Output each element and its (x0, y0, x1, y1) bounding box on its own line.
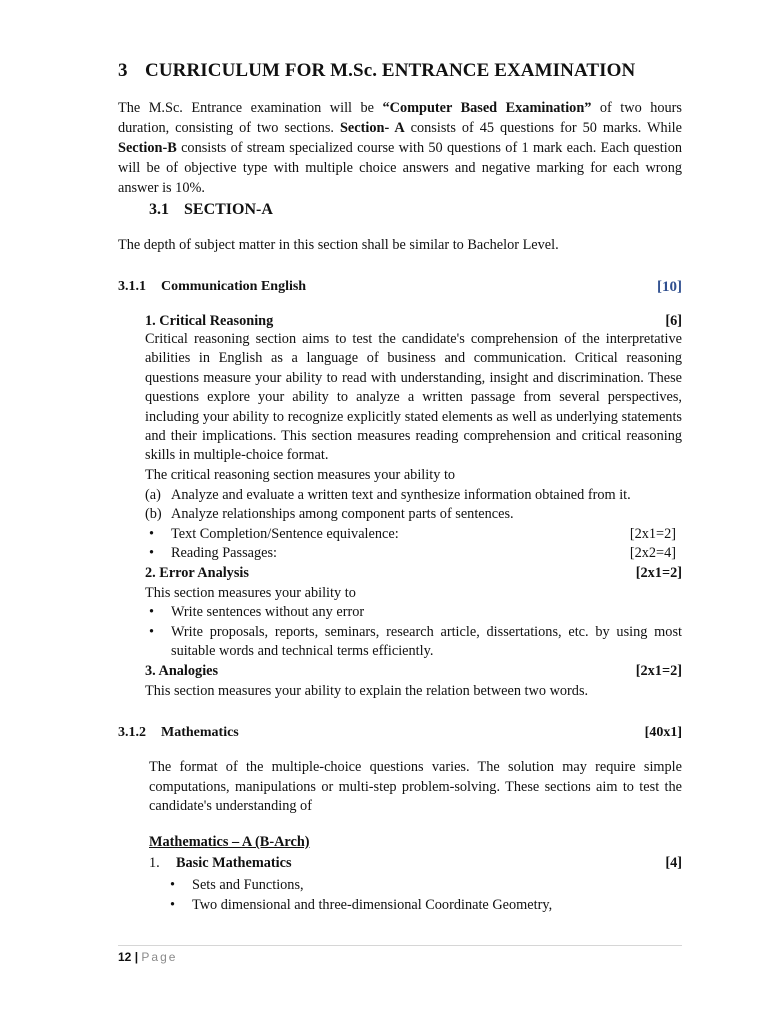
mathematics-heading (118, 725, 682, 741)
item-marker: (a) (145, 486, 161, 503)
list-item (170, 875, 680, 895)
mathematics-number: 3.1.2 (118, 725, 146, 740)
item-row (171, 525, 682, 545)
error-measures-text: This section measures your ability to (145, 584, 356, 601)
depth-text: The depth of subject matter in this section shall be similar to Bachelor Level. (118, 237, 559, 253)
bullet-icon: • (170, 877, 176, 893)
error-analysis-heading (145, 564, 682, 584)
item-text: Reading Passages: (171, 545, 278, 562)
bullet-icon: • (149, 525, 155, 542)
item-text: Analyze relationships among component parts of sentences. (171, 506, 514, 523)
item-marker: (b) (145, 506, 162, 523)
critical-reasoning-list (145, 466, 682, 701)
critical-reasoning-title: 1. Critical Reasoning (145, 313, 274, 329)
footer-divider (118, 945, 682, 946)
critical-measures-text: The critical reasoning section measures your ability to (145, 467, 456, 483)
critical-reasoning-block (145, 313, 682, 466)
mathematics-marks: [40x1] (644, 725, 682, 740)
intro-text-1: The M.Sc. Entrance examination will be (118, 100, 383, 116)
communication-english-marks: [10] (657, 279, 682, 295)
list-item (145, 623, 682, 662)
critical-reasoning-heading (145, 313, 682, 330)
item-marks: [2x1=2] (629, 525, 676, 542)
item-text: Analyze and evaluate a written text and synthesize information obtained from it. (171, 486, 631, 503)
chapter-title: CURRICULUM FOR M.Sc. ENTRANCE EXAMINATION (145, 60, 636, 81)
basic-mathematics-number: 1. (149, 855, 160, 871)
intro-paragraph (118, 98, 682, 198)
item-text: Write sentences without any error (171, 604, 365, 621)
footer-separator: | (134, 950, 139, 964)
list-item (145, 544, 682, 564)
item-text: Sets and Functions, (192, 877, 304, 893)
list-item (145, 525, 682, 545)
item-text: Write proposals, reports, seminars, research article, dissertations, etc. by using most suitable words and technical terms efficiently. (171, 623, 682, 660)
analogies-text: This section measures your ability to explain the relation between two words. (145, 682, 589, 699)
page-footer (118, 950, 177, 964)
analogies-marks: [2x1=2] (635, 662, 682, 679)
page-number: 12 (118, 950, 132, 964)
list-item (170, 895, 680, 915)
section-a-title: SECTION-A (184, 201, 273, 218)
intro-bold-2: Section- A (339, 120, 405, 136)
section-a-heading (149, 201, 273, 219)
intro-text-2: of two hours duration, consisting of two sections. (118, 100, 682, 136)
basic-mathematics-marks: [4] (665, 855, 682, 871)
list-item (145, 505, 682, 525)
bullet-icon: • (170, 897, 176, 913)
communication-english-title: Communication English (161, 279, 307, 294)
mathematics-intro: The format of the multiple-choice questions varies. The solution may require simple computations, manipulations or multi-step problem-solving. These sections aim to test the candidate's understanding of (149, 759, 682, 815)
bullet-icon: • (149, 545, 155, 562)
bullet-icon: • (149, 604, 155, 621)
error-analysis-marks: [2x1=2] (635, 564, 682, 581)
analogies-heading (145, 662, 682, 682)
section-a-number: 3.1 (149, 201, 169, 218)
intro-bold-3: Section-B (118, 140, 177, 156)
item-row (171, 544, 682, 564)
item-text: Two dimensional and three-dimensional Coordinate Geometry, (192, 897, 553, 913)
item-marks: [2x2=4] (629, 545, 676, 562)
communication-english-heading (118, 279, 682, 296)
error-analysis-title: 2. Error Analysis (145, 564, 249, 581)
basic-mathematics-heading (149, 855, 682, 872)
page-label: Page (141, 950, 178, 964)
critical-reasoning-paragraph: Critical reasoning section aims to test the candidate's comprehension of the interpretative abilities in English as a language of business and communication. Critical reasoning questions measure your ability to read with understanding, insight and discrimination. These questions explore your ability to analyze a written passage from several perspectives, including your ability to recognize explicitly stated elements as well as underlying statements and their implications. This section measures reading comprehension and critical reasoning skills in multiple-choice format. (145, 331, 682, 464)
item-text: Text Completion/Sentence equivalence: (171, 525, 399, 542)
list-item (145, 603, 682, 623)
bullet-icon: • (149, 623, 155, 640)
analogies-title: 3. Analogies (145, 662, 219, 679)
mathematics-title: Mathematics (161, 725, 239, 740)
mathematics-a-heading: Mathematics – A (B-Arch) (149, 834, 310, 850)
chapter-number: 3 (118, 60, 128, 81)
basic-mathematics-list (170, 875, 680, 915)
chapter-heading (118, 60, 635, 82)
basic-mathematics-title: Basic Mathematics (176, 855, 292, 871)
intro-text-3: consists of 45 questions for 50 marks. While (404, 120, 682, 136)
intro-bold-1: “Computer Based Examination” (382, 100, 592, 116)
critical-reasoning-marks: [6] (665, 313, 682, 329)
list-item (145, 486, 682, 506)
communication-english-number: 3.1.1 (118, 279, 146, 294)
intro-text-4: consists of stream specialized course with 50 questions of 1 mark each. Each question will be of objective type with multiple choice answers and negative marking for each wrong answer is 10%. (118, 140, 682, 196)
